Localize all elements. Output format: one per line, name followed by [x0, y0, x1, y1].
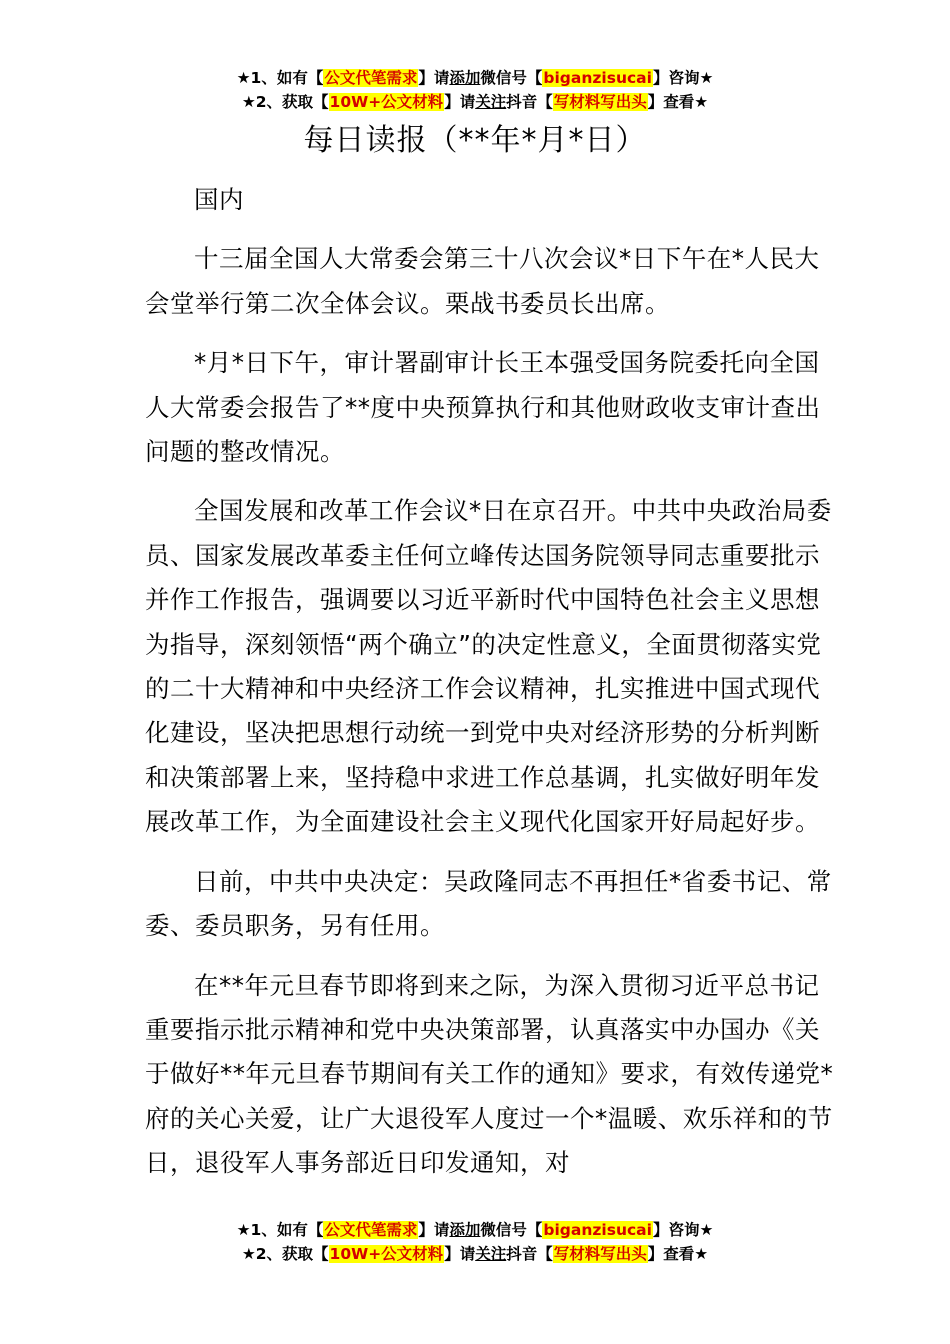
document-title: 每日读报（**年*月*日） [303, 123, 647, 158]
promo-highlight: 10W+公文材料 [329, 1245, 444, 1263]
paragraph: 十三届全国人大常委会第三十八次会议*日下午在*人民大会堂举行第二次全体会议。栗战书委员长出席。 [145, 244, 820, 318]
header-promo-banner [0, 66, 950, 114]
paragraph: 日前，中共中央决定：吴政隆同志不再担任*省委书记、常委、委员职务，另有任用。 [145, 866, 832, 941]
document-body [145, 178, 835, 1201]
promo-wechat-id: biganzisucai [543, 69, 652, 87]
promo-highlight: 公文代笔需求 [324, 1221, 418, 1239]
section-heading: 国内 [194, 185, 244, 214]
paragraph: 全国发展和改革工作会议*日在京召开。中共中央政治局委员、国家发展改革委主任何立峰传达国务院领导同志重要批示并作工作报告，强调要以习近平新时代中国特色社会主义思想为指导，深刻领悟“两个确立”的决定性意义，全面贯彻落实党的二十大精神和中央经济工作会议精神，扎实推进中国式现代化建设，坚决把思想行动统一到党中央对经济形势的分析判断和决策部署上来，坚持稳中求进工作总基调，扎实做好明年发展改革工作，为全面建设社会主义现代化国家开好局起好步。 [145, 496, 832, 837]
promo-line-2: ★2、获取【10W+公文材料】请关注抖音【写材料写出头】查看★ [241, 1245, 709, 1263]
promo-highlight: 公文代笔需求 [324, 69, 418, 87]
promo-highlight: 10W+公文材料 [329, 93, 444, 111]
promo-line-1: ★1、如有【公文代笔需求】请添加微信号【biganzisucai】咨询★ [236, 1221, 714, 1239]
paragraph: *月*日下午，审计署副审计长王本强受国务院委托向全国人大常委会报告了**度中央预算执行和其他财政收支审计查出问题的整改情况。 [145, 348, 821, 467]
promo-line-2: ★2、获取【10W+公文材料】请关注抖音【写材料写出头】查看★ [241, 93, 709, 111]
paragraph: 在**年元旦春节即将到来之际，为深入贯彻习近平总书记重要指示批示精神和党中央决策部署，认真落实中办国办《关于做好**年元旦春节期间有关工作的通知》要求，有效传递党*府的关心关爱，让广大退役军人度过一个*温暖、欢乐祥和的节日，退役军人事务部近日印发通知，对 [145, 970, 834, 1178]
promo-wechat-id: biganzisucai [543, 1221, 652, 1239]
promo-douyin-id: 写材料写出头 [553, 93, 647, 111]
promo-douyin-id: 写材料写出头 [553, 1245, 647, 1263]
footer-promo-banner [0, 1218, 950, 1266]
promo-line-1: ★1、如有【公文代笔需求】请添加微信号【biganzisucai】咨询★ [236, 69, 714, 87]
